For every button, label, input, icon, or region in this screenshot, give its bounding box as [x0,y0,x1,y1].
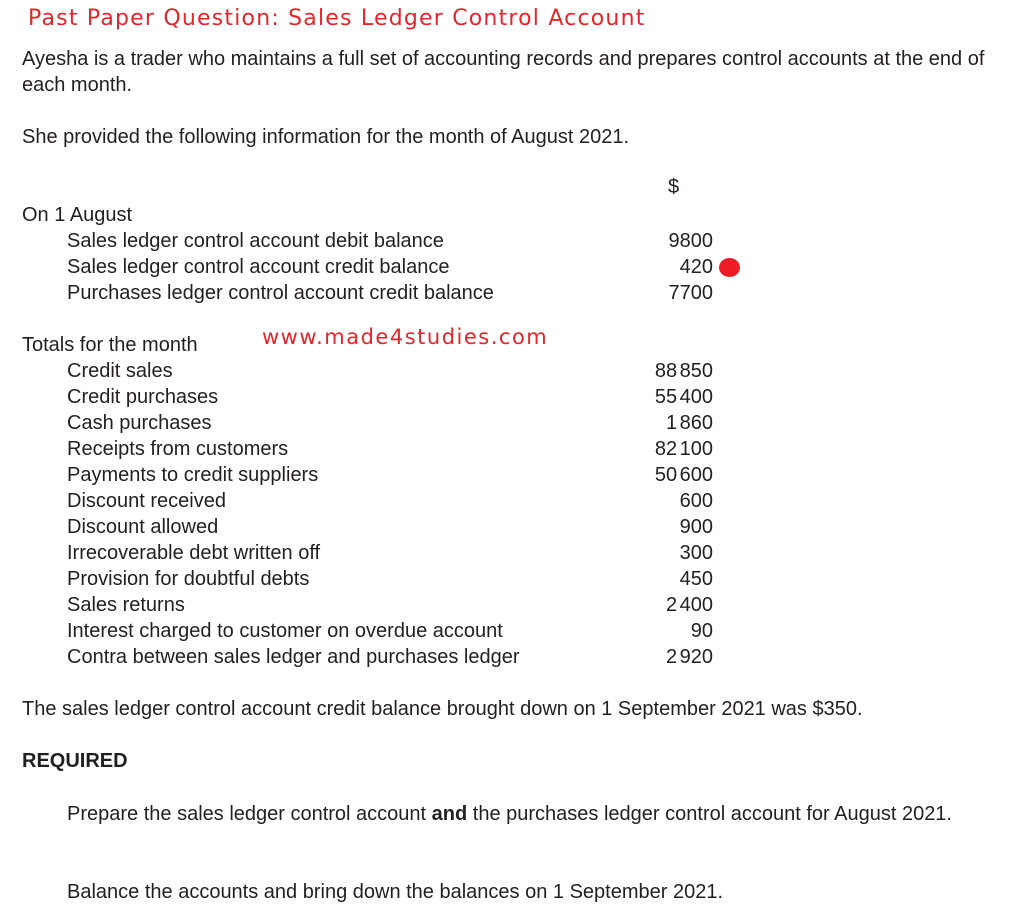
totals-item-label: Contra between sales ledger and purchases ledger [67,646,520,668]
intro-paragraph: Ayesha is a trader who maintains a full set of accounting records and prepares control accounts at the end of each month. [22,48,985,96]
red-marker-dot [719,258,740,277]
totals-item-value: 600 [679,490,713,512]
required-heading: REQUIRED [22,750,128,772]
totals-item-value: 82 100 [654,438,713,460]
opening-labels [67,228,494,306]
totals-item-label: Sales returns [67,594,185,616]
watermark-url: www.made4studies.com [262,325,549,349]
opening-values [560,228,713,306]
required-task-1-emphasis: and [431,803,468,825]
totals-item-label: Provision for doubtful debts [67,568,310,590]
totals-item-value: 450 [679,568,713,590]
totals-item-label: Discount allowed [67,516,219,538]
opening-item-value: 9800 [668,230,713,252]
totals-item-value: 2 400 [665,594,713,616]
page-title: Past Paper Question: Sales Ledger Control Account [28,6,646,31]
totals-item-label: Receipts from customers [67,438,289,460]
totals-item-value: 55 400 [654,386,713,408]
required-task-1-end: the purchases ledger control account for August 2021. [467,803,952,825]
provided-info-text: She provided the following information for the month of August 2021. [22,126,630,148]
totals-item-value: 90 [690,620,713,642]
totals-item-label: Payments to credit suppliers [67,464,319,486]
totals-item-value: 2 920 [665,646,713,668]
opening-item-label: Purchases ledger control account credit balance [67,282,494,304]
totals-item-value: 1 860 [665,412,713,434]
opening-item-label: Sales ledger control account credit balance [67,256,450,278]
required-task-2: Balance the accounts and bring down the balances on 1 September 2021. [67,881,724,903]
required-task-1-start: Prepare the sales ledger control account [67,803,432,825]
totals-item-label: Discount received [67,490,226,512]
totals-item-value: 300 [679,542,713,564]
opening-item-value: 420 [679,256,713,278]
totals-values [560,358,713,670]
totals-heading: Totals for the month [22,334,198,356]
opening-item-value: 7700 [668,282,713,304]
totals-item-value: 88 850 [654,360,713,382]
totals-item-value: 50 600 [654,464,713,486]
totals-item-value: 900 [679,516,713,538]
totals-labels [67,358,520,670]
totals-item-label: Interest charged to customer on overdue account [67,620,503,642]
totals-item-label: Cash purchases [67,412,212,434]
totals-item-label: Irrecoverable debt written off [67,542,321,564]
opening-heading: On 1 August [22,204,133,226]
totals-item-label: Credit purchases [67,386,219,408]
currency-heading: $ [668,176,680,198]
closing-balance-note: The sales ledger control account credit balance brought down on 1 September 2021 was $350. [22,698,863,720]
opening-item-label: Sales ledger control account debit balance [67,230,444,252]
totals-item-label: Credit sales [67,360,173,382]
required-task-1 [67,801,1007,827]
